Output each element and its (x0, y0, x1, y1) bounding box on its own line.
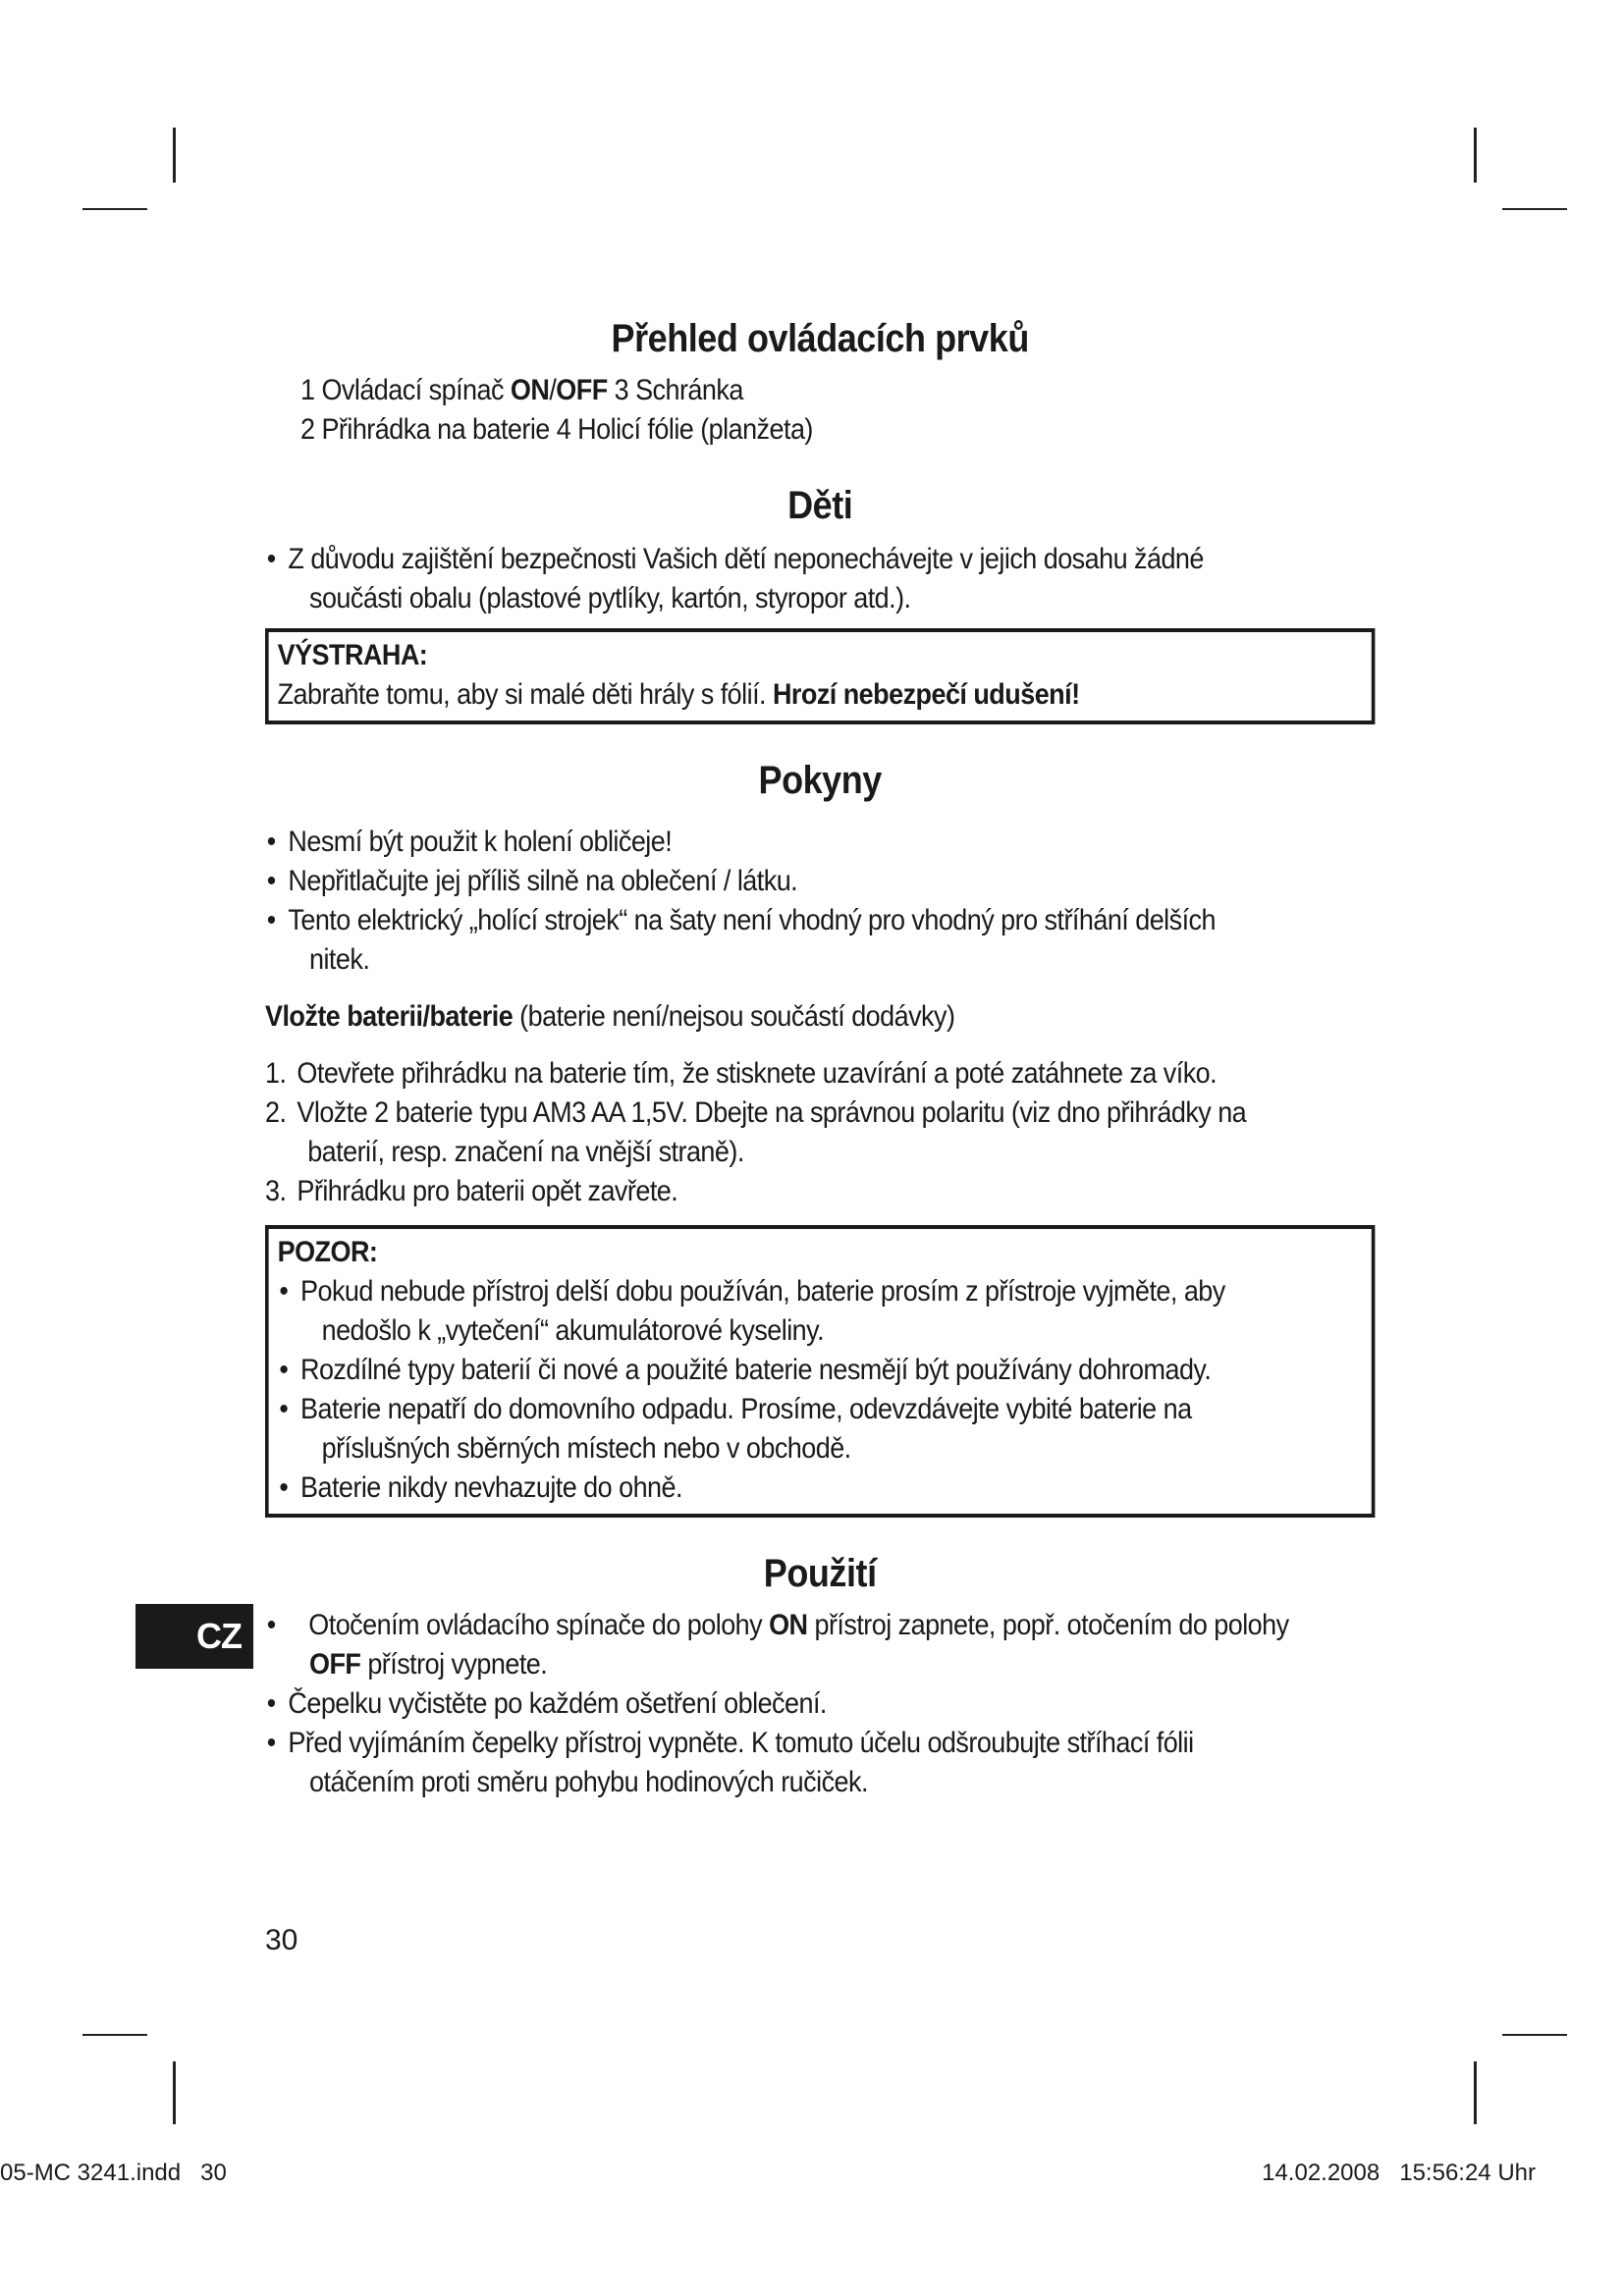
usage-text-3: přístroj vypnete. (360, 1648, 548, 1681)
instructions-bullets (265, 823, 1375, 980)
footer-right-text: 14.02.2008 15:56:24 Uhr (1262, 2160, 1536, 2186)
list-item (265, 1724, 1375, 1802)
list-item (265, 540, 1375, 618)
language-tab: CZ (135, 1604, 253, 1669)
battery-heading (265, 997, 1375, 1037)
caution-text-cont: nedošlo k „vytečení“ akumulátorové kyseliny. (321, 1314, 825, 1347)
list-item (265, 1606, 1375, 1684)
list-item: • Rozdílné typy baterií či nové a použité baterie nesmějí být používány dohromady. (278, 1351, 1363, 1390)
usage-bullets (265, 1606, 1375, 1802)
footer-timestamp (1262, 2160, 1536, 2187)
list-item (265, 1054, 1375, 1094)
crop-mark-top-right-h (1502, 208, 1567, 210)
warning-text-plain: Zabraňte tomu, aby si malé děti hrály s fólií. (277, 678, 773, 711)
crop-mark-bottom-right-v (1474, 2061, 1477, 2124)
list-item: • Nesmí být použit k holení obličeje! (265, 823, 1375, 862)
off-label: OFF (556, 374, 608, 406)
crop-mark-bottom-left-v (173, 2061, 176, 2124)
children-bullets (265, 540, 1375, 618)
off-label: OFF (309, 1648, 361, 1681)
crop-mark-top-left-h (82, 208, 147, 210)
step-text: Vložte 2 baterie typu AM3 AA 1,5V. Dbejte na správnou polaritu (viz dno přihrádky na (297, 1096, 1247, 1129)
caution-list (278, 1272, 1363, 1508)
controls-line-1-rest: 3 Schránka (607, 374, 743, 406)
list-item: • Baterie nikdy nevhazujte do ohně. (278, 1468, 1363, 1508)
controls-list (300, 371, 1375, 450)
caution-text: Pokud nebude přístroj delší dobu používán, baterie prosím z přístroje vyjměte, aby (300, 1275, 1225, 1308)
bullet-text: Tento elektrický „holící strojek“ na šaty není vhodný pro vhodný pro stříhání delších (288, 904, 1217, 936)
step-text-cont: baterií, resp. značení na vnější straně). (307, 1136, 744, 1168)
section-title-overview: Přehled ovládacích prvků (611, 317, 1029, 360)
bullet-text: Z důvodu zajištění bezpečnosti Vašich dětí neponechávejte v jejich dosahu žádné (288, 543, 1204, 575)
step-number: 1. (265, 1057, 287, 1090)
step-number: 2. (265, 1096, 287, 1129)
warning-title: VÝSTRAHA: (277, 639, 428, 671)
bullet-text-cont: nitek. (309, 943, 370, 976)
usage-text-cont (288, 1645, 1375, 1684)
list-item (265, 901, 1375, 980)
crop-mark-bottom-right-h (1502, 2034, 1567, 2036)
usage-text: Před vyjímáním čepelky přístroj vypněte. K tomuto účelu odšroubujte stříhací fólii (288, 1727, 1194, 1759)
crop-mark-top-right-v (1474, 128, 1477, 183)
step-text: Otevřete přihrádku na baterie tím, že stisknete uzavírání a poté zatáhnete za víko. (297, 1057, 1218, 1090)
list-item (278, 1272, 1363, 1351)
section-title-usage: Použití (763, 1552, 877, 1595)
caution-box (265, 1225, 1375, 1518)
controls-line-2: 2 Přihrádka na baterie 4 Holicí fólie (planžeta) (300, 413, 813, 446)
crop-mark-bottom-left-h (82, 2034, 147, 2036)
controls-line-1 (300, 371, 1375, 410)
warning-text-bold: Hrozí nebezpečí udušení! (772, 678, 1080, 711)
list-item: • Nepřitlačujte jej příliš silně na oblečení / látku. (265, 862, 1375, 901)
battery-steps (265, 1054, 1375, 1211)
slash: / (549, 374, 557, 406)
controls-line-1-text: 1 Ovládací spínač (300, 374, 511, 406)
bullet-text-cont: součásti obalu (plastové pytlíky, kartón, styropor atd.). (309, 582, 911, 614)
usage-text-cont: otáčením proti směru pohybu hodinových ručiček. (309, 1766, 868, 1798)
list-item (278, 1390, 1363, 1468)
usage-text: Otočením ovládacího spínače do polohy (288, 1609, 770, 1641)
page-number: 30 (265, 1924, 298, 1956)
section-title-children: Děti (787, 484, 853, 527)
step-number: 3. (265, 1175, 287, 1207)
caution-text-cont: příslušných sběrných místech nebo v obchodě. (321, 1432, 851, 1465)
warning-text (278, 675, 1363, 715)
list-item (265, 1172, 1375, 1211)
footer-left-text: 05-MC 3241.indd 30 (0, 2160, 227, 2186)
page-content (265, 312, 1375, 1802)
battery-heading-rest: (baterie není/nejsou součástí dodávky) (513, 1000, 955, 1033)
battery-heading-bold: Vložte baterii/baterie (265, 1000, 514, 1033)
warning-box (265, 628, 1375, 724)
crop-mark-top-left-v (173, 128, 176, 183)
usage-text-2: přístroj zapnete, popř. otočením do polohy (807, 1609, 1289, 1641)
list-item: • Čepelku vyčistěte po každém ošetření oblečení. (265, 1684, 1375, 1724)
step-text: Přihrádku pro baterii opět zavřete. (297, 1175, 678, 1207)
footer-file-info (0, 2160, 227, 2187)
caution-text: Baterie nepatří do domovního odpadu. Prosíme, odevzdávejte vybité baterie na (300, 1393, 1192, 1425)
caution-title: POZOR: (277, 1236, 378, 1268)
list-item (265, 1094, 1375, 1172)
section-title-instructions: Pokyny (758, 759, 882, 802)
on-label: ON (769, 1609, 808, 1641)
on-label: ON (510, 374, 550, 406)
